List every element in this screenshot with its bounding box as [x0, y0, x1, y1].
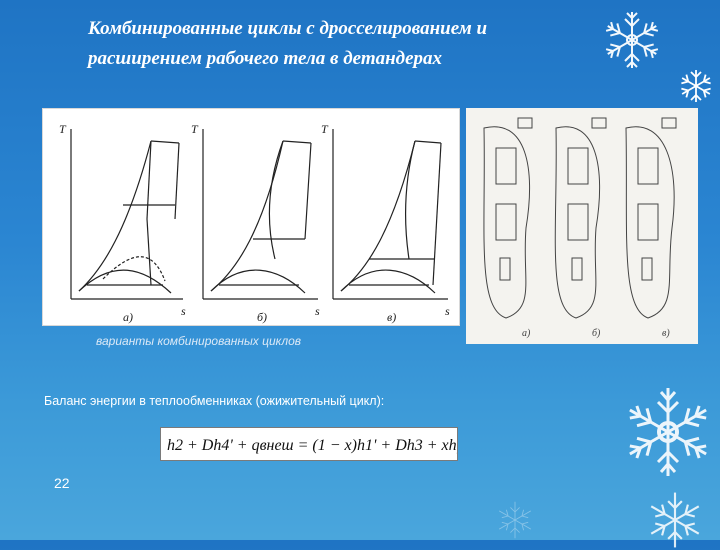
ts-diagrams-drawing	[43, 109, 459, 325]
snowflake-icon	[620, 384, 716, 480]
snowflake-icon	[480, 500, 550, 540]
title-line-2: расширением рабочего тела в детандерах	[88, 48, 443, 69]
svg-text:б): б)	[592, 328, 601, 339]
svg-text:T: T	[321, 122, 328, 136]
svg-text:в): в)	[387, 310, 397, 324]
title-line-1: Комбинированные циклы с дросселированием и	[88, 18, 488, 39]
slide-number: 22	[54, 475, 70, 491]
formula-text: h2 + Dh4' + qвнеш = (1 − x)h1' + Dh3 + xhf	[167, 437, 457, 454]
svg-text:в): в)	[662, 328, 670, 339]
slide-title	[88, 14, 628, 74]
svg-text:s: s	[315, 304, 320, 318]
snowflake-icon	[640, 490, 710, 550]
svg-text:а): а)	[123, 310, 133, 324]
svg-text:s: s	[445, 304, 450, 318]
svg-text:T: T	[59, 122, 66, 136]
cycle-schemes-drawing	[466, 108, 698, 344]
figure-caption: варианты комбинированных циклов	[96, 334, 302, 348]
formula-drawing	[161, 428, 457, 460]
svg-text:T: T	[191, 122, 198, 136]
ts-diagrams-figure	[42, 108, 460, 326]
svg-text:б): б)	[257, 310, 268, 324]
cycle-schemes-figure	[466, 108, 698, 344]
svg-text:s: s	[181, 304, 186, 318]
formula-box	[160, 427, 458, 461]
snowflake-icon	[678, 68, 714, 104]
svg-text:а): а)	[522, 328, 531, 339]
balance-text: Баланс энергии в теплообменниках (ожижительный цикл):	[44, 394, 385, 408]
